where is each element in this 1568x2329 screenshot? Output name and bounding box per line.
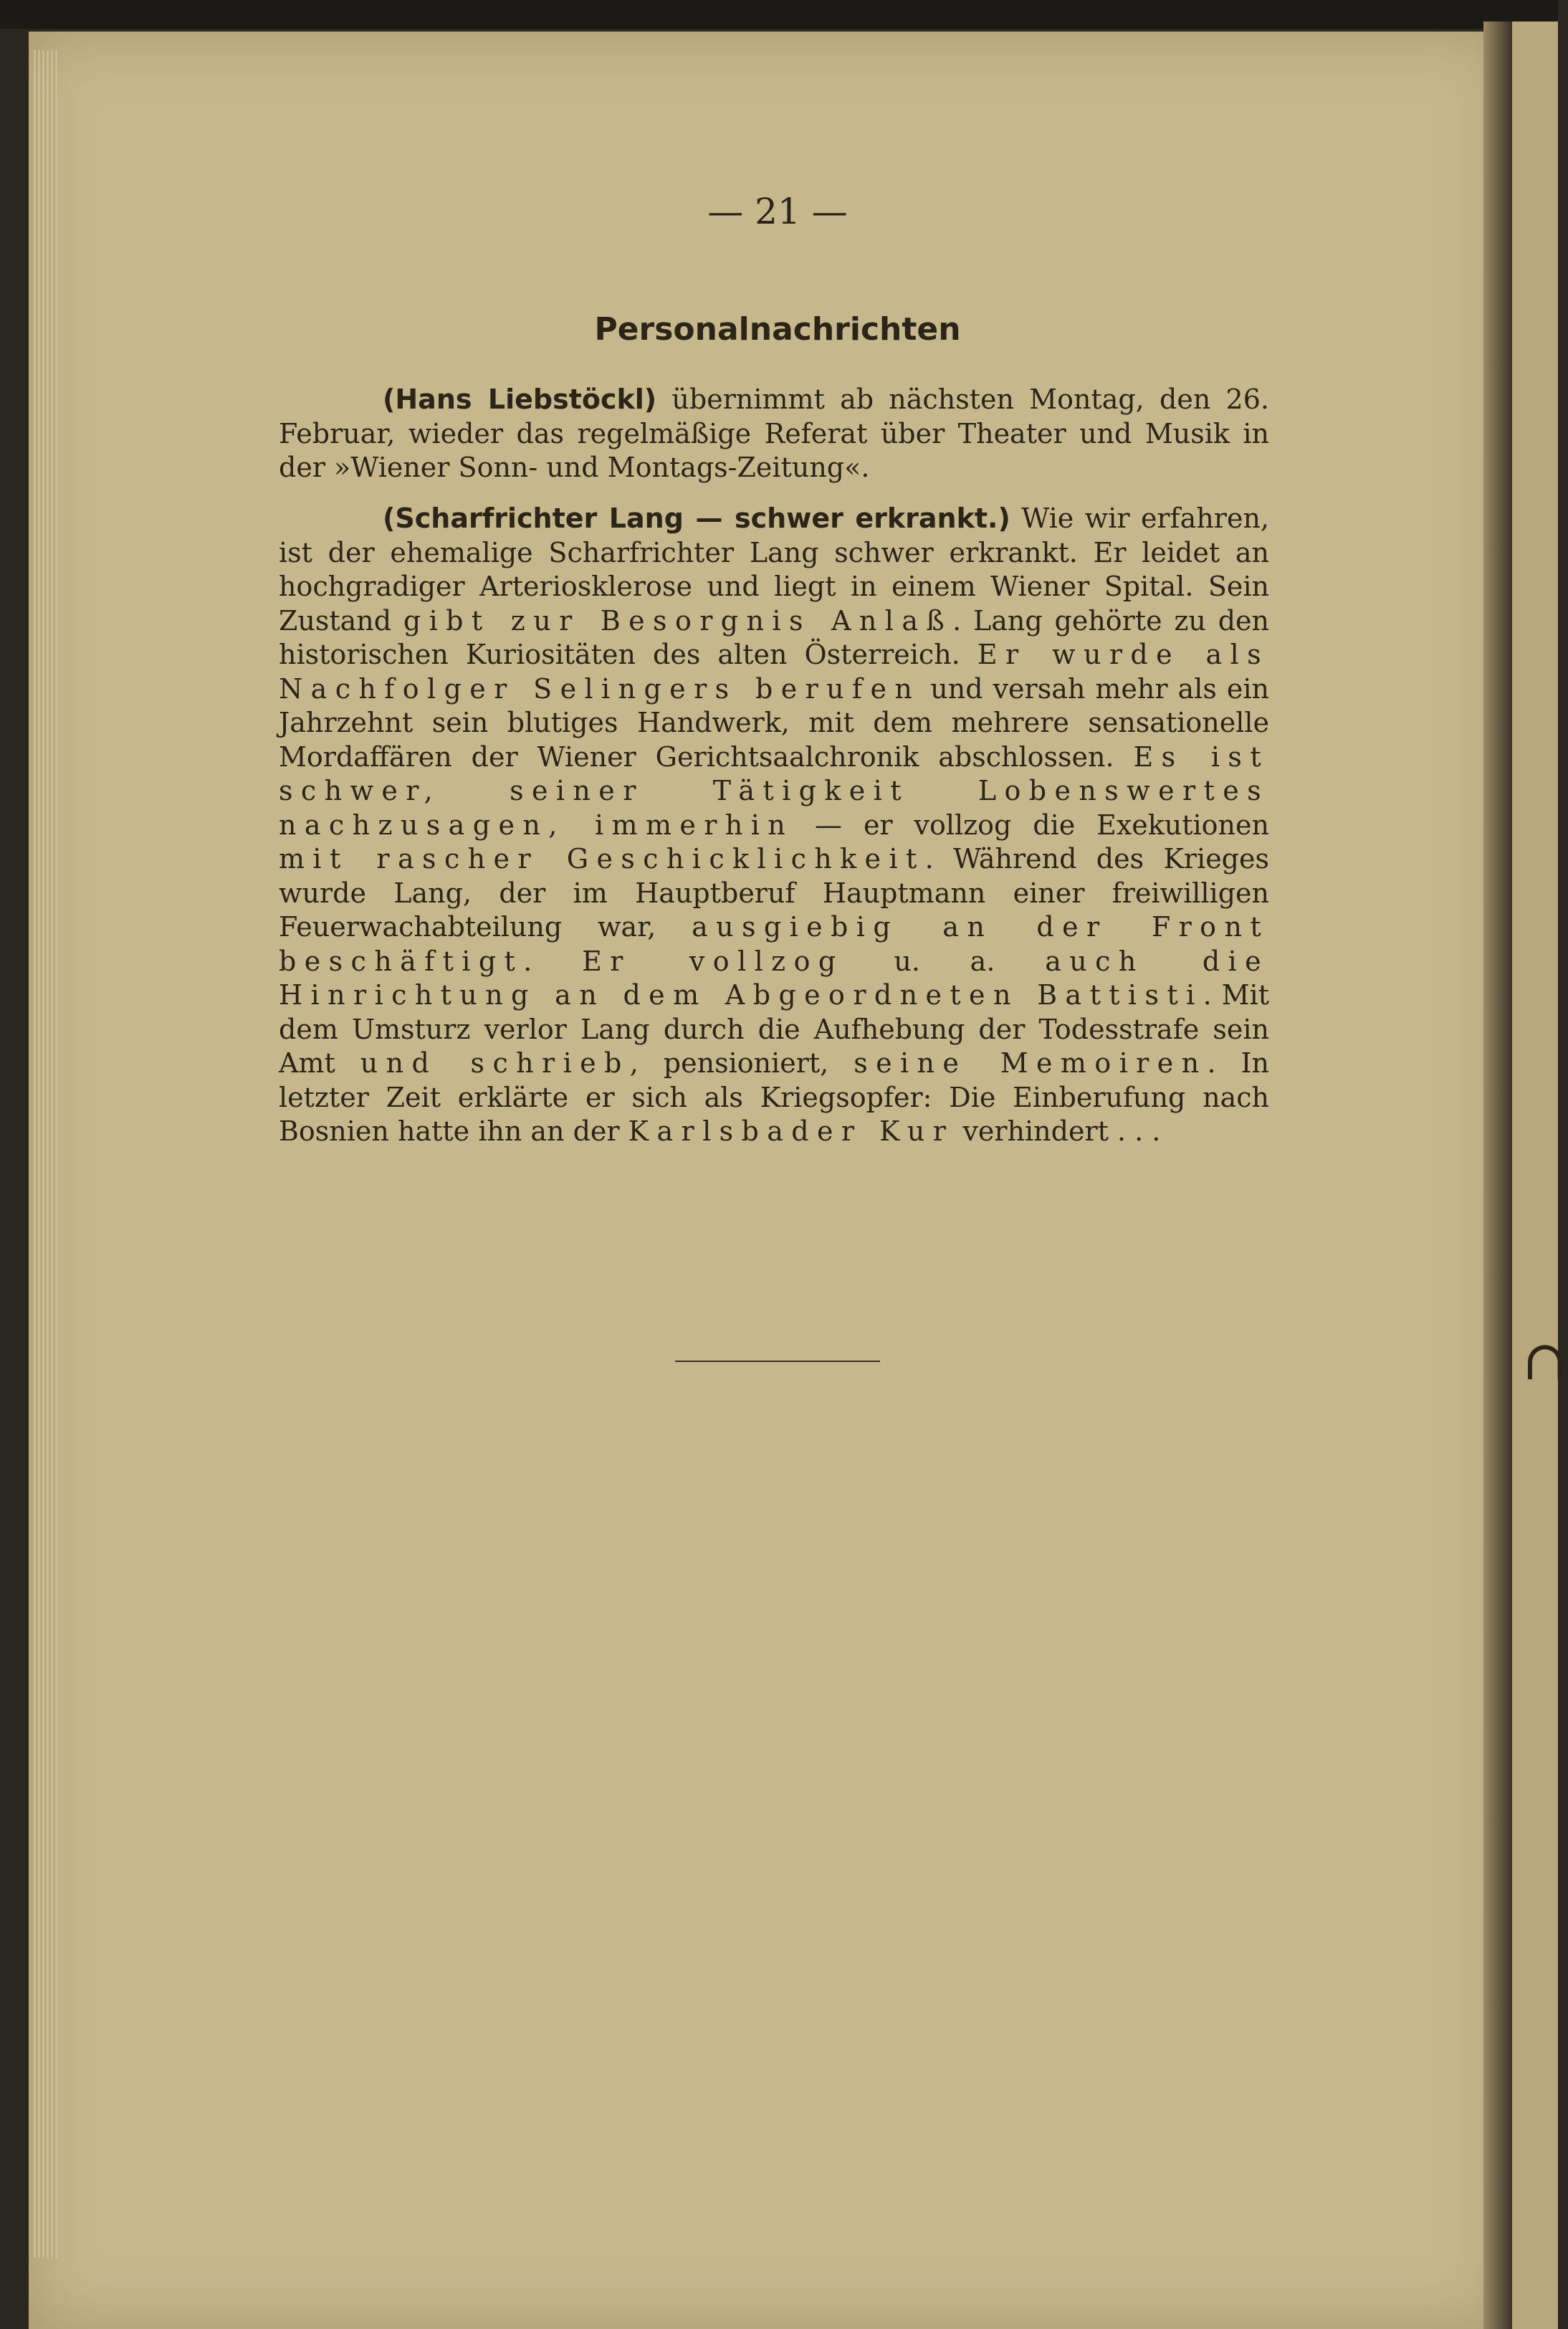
spaced-emphasis: Karlsbader Kur [628, 1115, 955, 1147]
facing-page-fragment-glyph: ∩ [1522, 1328, 1568, 1392]
section-divider [675, 1361, 880, 1362]
article-text: , pensioniert, [629, 1047, 854, 1079]
spaced-emphasis: seine Memoiren [854, 1047, 1208, 1079]
spaced-emphasis: auch die Hinrichtung an dem Abgeordneten Battisti [279, 945, 1269, 1011]
section-heading: Personalnachrichten [594, 311, 961, 348]
article-text: Wie wir erfahren, ist der ehemalige Scharfrichter Lang schwer erkrankt. Er leidet an hochgradiger Arteriosklerose und liegt in einem Wiener Spital. Sein Zustand [279, 503, 1269, 637]
page-number: — 21 — [707, 191, 848, 232]
article-text: . Während des Krieges wurde Lang, der im Hauptberuf Hauptmann einer freiwilligen Feuerwachabteilung war, [279, 843, 1269, 943]
spaced-emphasis: ausgiebig an der Front beschäftigt [279, 911, 1269, 977]
article-body: übernimmt ab nächsten Montag, den 26. Februar, wieder das regelmäßige Referat über Theater und Musik in der »Wiener Sonn- und Montags-Zeitung«. [279, 384, 1269, 483]
spaced-emphasis: gibt zur Besorgnis Anlaß [403, 604, 953, 637]
page-edge-stack [32, 50, 57, 2258]
article-text: u. a. [843, 945, 1046, 977]
article-lead: (Hans Liebstöckl) [383, 384, 657, 415]
article-text: verhindert . . . [954, 1115, 1161, 1147]
book-page [29, 32, 1505, 2329]
binding-shadow [1483, 22, 1512, 2329]
article-scharfrichter-lang [279, 502, 1269, 1149]
article-text: — er vollzog die Exekutionen [793, 809, 1269, 841]
article-lead: (Scharfrichter Lang — schwer erkrankt.) [383, 503, 1010, 534]
article-text: und versah mehr als ein Jahrzehnt sein blutiges Handwerk, mit dem mehrere sensationelle Mordaffären der Wiener Gerichtsaalchronik abschlossen. [279, 672, 1269, 773]
article-paragraph [279, 502, 1269, 1149]
spaced-emphasis: Er wurde als Nachfolger Selingers berufen [279, 639, 1269, 705]
spaced-emphasis: mit rascher Geschicklichkeit [279, 843, 925, 875]
spaced-emphasis: Er vollzog [582, 945, 844, 977]
spaced-emphasis: und schrieb [360, 1047, 630, 1079]
article-text: . [523, 945, 583, 977]
article-paragraph [279, 383, 1269, 485]
scan-background [0, 0, 1558, 29]
article-liebstoeckl [279, 383, 1269, 485]
article-text: . Mit dem Umsturz verlor Lang durch die Aufhebung der Todesstrafe sein Amt [279, 979, 1269, 1079]
article-text: . Lang gehörte zu den historischen Kuriositäten des alten Österreich. [279, 604, 1269, 670]
facing-page-edge [1512, 22, 1568, 2329]
spaced-emphasis: Es ist schwer, seiner Tätigkeit Lobenswertes nachzusagen, immerhin [279, 740, 1269, 841]
article-text: . In letzter Zeit erklärte er sich als Kriegsopfer: Die Einberufung nach Bosnien hatte ihn an der [279, 1047, 1270, 1147]
